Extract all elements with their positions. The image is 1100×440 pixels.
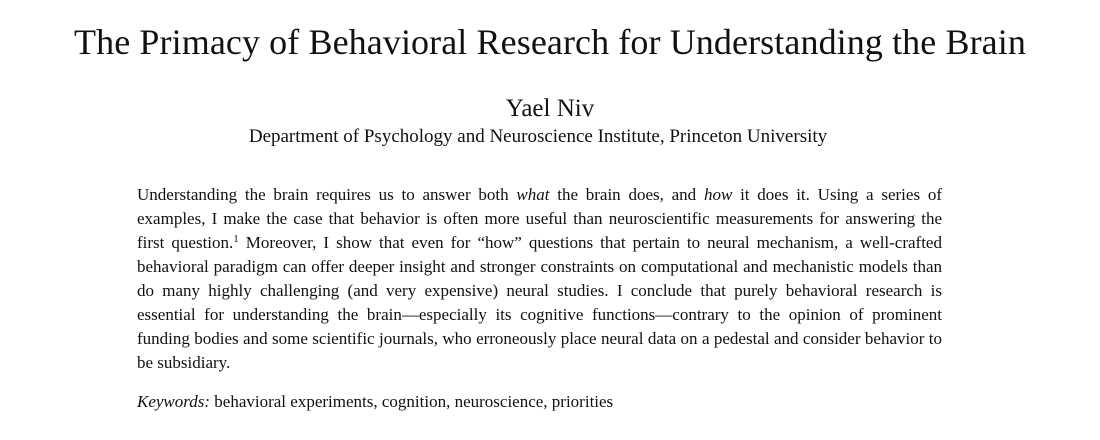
author-name: Yael Niv xyxy=(505,95,595,122)
author-affiliation: Department of Psychology and Neuroscience Institute, Princeton University xyxy=(248,126,828,147)
abstract-text-3: it does it. Using a series of examples, I make the case that behavior is often more useful than neuroscientific measurements for answering the first question. xyxy=(137,185,942,252)
abstract-text-4: Moreover, I show that even for “how” questions that pertain to neural mechanism, a well-crafted behavioral paradigm can offer deeper insight and stronger constraints on computational and mechanistic models than do many highly challenging (and very expensive) neural studies. I conclude that purely behavioral research is essential for understanding the brain—especially its cognitive functions—contrary to the opinion of prominent funding bodies and some scientific journals, who erroneously place neural data on a pedestal and consider behavior to be subsidiary. xyxy=(137,233,942,372)
keywords-label: Keywords: xyxy=(137,392,211,411)
paper-title: The Primacy of Behavioral Research for Understanding the Brain xyxy=(74,22,1026,62)
abstract xyxy=(137,183,942,375)
abstract-emphasis-how: how xyxy=(703,185,733,204)
abstract-text-1: Understanding the brain requires us to answer both xyxy=(137,185,517,204)
keywords xyxy=(137,390,942,414)
footnote-marker[interactable]: 1 xyxy=(233,233,239,245)
abstract-emphasis-what: what xyxy=(516,185,550,204)
abstract-text-2: the brain does, and xyxy=(549,185,704,204)
keywords-list: behavioral experiments, cognition, neuroscience, priorities xyxy=(214,392,614,411)
